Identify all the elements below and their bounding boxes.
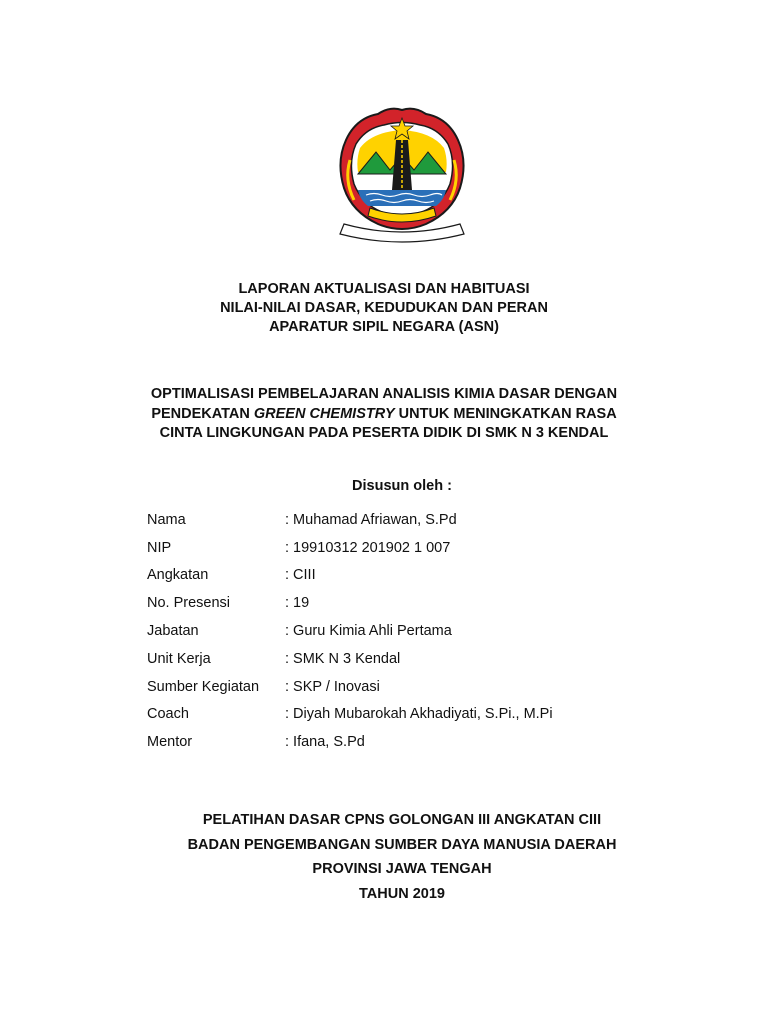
report-title-line: LAPORAN AKTUALISASI DAN HABITUASI xyxy=(238,281,530,297)
info-value: : Guru Kimia Ahli Pertama xyxy=(285,623,452,640)
topic-title-line: CINTA LINGKUNGAN PADA PESERTA DIDIK DI SMK N 3 KENDAL xyxy=(159,425,609,441)
author-info-table xyxy=(147,506,553,756)
info-label: Unit Kerja xyxy=(147,650,211,667)
footer-line: PROVINSI JAWA TENGAH xyxy=(312,861,492,877)
info-row-unit-kerja xyxy=(147,645,553,673)
info-row-angkatan xyxy=(147,562,553,590)
info-value: : 19910312 201902 1 007 xyxy=(285,539,451,556)
topic-title-italic: GREEN CHEMISTRY xyxy=(253,405,395,422)
topic-title-text: PENDEKATAN xyxy=(151,405,254,422)
topic-title-text: UNTUK MENINGKATKAN RASA xyxy=(394,405,617,422)
info-row-presensi xyxy=(147,589,553,617)
report-title-line: NILAI-NILAI DASAR, KEDUDUKAN DAN PERAN xyxy=(220,300,548,316)
info-label: Jabatan xyxy=(147,623,199,640)
info-value: : SMK N 3 Kendal xyxy=(285,650,401,667)
info-row-jabatan xyxy=(147,617,553,645)
info-row-coach xyxy=(147,701,553,729)
info-value: : SKP / Inovasi xyxy=(285,678,380,695)
info-value: : Ifana, S.Pd xyxy=(285,734,365,751)
info-label: No. Presensi xyxy=(147,595,231,612)
info-row-mentor xyxy=(147,728,553,756)
topic-title-line: OPTIMALISASI PEMBELAJARAN ANALISIS KIMIA DASAR DENGAN xyxy=(150,386,618,402)
info-row-sumber-kegiatan xyxy=(147,673,553,701)
topic-title-line xyxy=(0,405,768,425)
report-title-line: APARATUR SIPIL NEGARA (ASN) xyxy=(269,319,499,335)
info-label: Nama xyxy=(147,511,186,528)
info-value: : Muhamad Afriawan, S.Pd xyxy=(285,511,457,528)
footer-line: BADAN PENGEMBANGAN SUMBER DAYA MANUSIA DAERAH xyxy=(187,836,617,853)
jawa-tengah-emblem-logo xyxy=(326,100,478,250)
info-value: : CIII xyxy=(285,567,316,584)
author-heading: Disusun oleh : xyxy=(352,478,452,494)
footer-line: PELATIHAN DASAR CPNS GOLONGAN III ANGKATAN CIII xyxy=(202,812,602,828)
info-label: Mentor xyxy=(147,734,193,751)
info-label: Angkatan xyxy=(147,567,209,584)
info-label: Coach xyxy=(147,706,189,723)
info-row-nip xyxy=(147,534,553,562)
info-value: : Diyah Mubarokah Akhadiyati, S.Pi., M.Pi xyxy=(285,706,553,723)
report-title xyxy=(0,280,768,337)
institution-footer xyxy=(0,808,768,906)
info-label: NIP xyxy=(147,539,172,556)
info-value: : 19 xyxy=(285,595,310,612)
info-label: Sumber Kegiatan xyxy=(147,678,260,695)
info-row-nama xyxy=(147,506,553,534)
topic-title xyxy=(0,385,768,444)
footer-line: TAHUN 2019 xyxy=(359,885,445,902)
